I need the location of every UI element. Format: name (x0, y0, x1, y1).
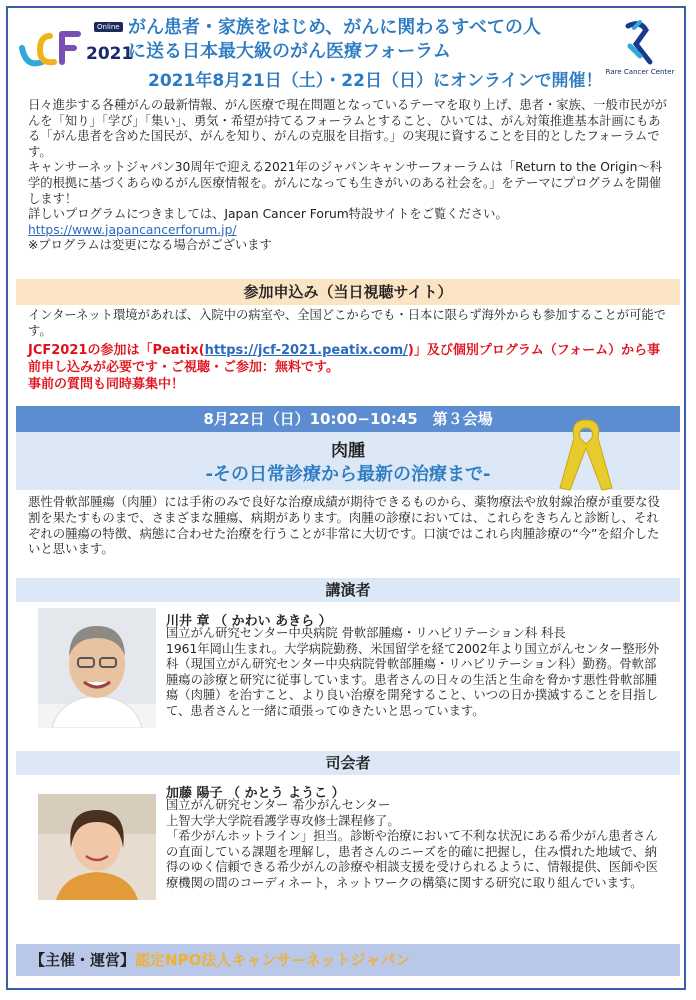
program-note: ※プログラムは変更になる場合がございます (28, 238, 272, 253)
speaker-photo (38, 608, 156, 728)
title-line-2: に送る日本最大級のがん医療フォーラム (128, 41, 451, 62)
intro-section (28, 98, 668, 254)
intro-paragraph-1: 日々進歩する各種がんの最新情報、がん医療で現在問題となっているテーマを取り上げ、患者・家族、一般市民ががんを「知り」「学び」「集い」、勇気・希望が持てるフォーラムとすること、ひいては、がん対策推進基本計画にもある「がん患者を含めた国民が、がんを知り、がんの克服を目指す。」の実現に資することを目的としたフォーラムです。 (28, 98, 667, 159)
peatix-link[interactable]: https://jcf-2021.peatix.com/ (204, 343, 408, 358)
moderator-name: 加藤 陽子 （ かとう ようこ ） (166, 786, 345, 801)
event-date: 2021年8月21日（土）・22日（日）にオンラインで開催！ (148, 71, 603, 91)
moderator-heading: 司会者 (16, 751, 680, 775)
moderator-photo (38, 794, 156, 900)
jcf-logo (16, 18, 134, 78)
speaker-bio: 国立がん研究センター中央病院 骨軟部腫瘍・リハビリテーション科 科長 1961年岡山生まれ。大学病院勤務、米国留学を経て2002年より国立がんセンター整形外科（現国立がん研究センター中央病院骨軟部腫瘍・リハビリテーション科）勤務。骨軟部腫瘍の診療と研究に従事しています。患者さんの日々の生活と生命を脅かす悪性骨軟部腫瘍（肉腫）を治すこと、より良い治療を開発すること、いつの日か撲滅することを目指して、患者さんと一緒に頑張ってゆきたいと思っています。 (166, 626, 660, 718)
intro-paragraph-2: キャンサーネットジャパン30周年で迎える2021年のジャパンキャンサーフォーラムは「Return to the Origin〜科学的根拠に基づくあらゆるがん医療情報を。がんになっても生きがいのある社会を。」をテーマにプログラムを開催します！ (28, 160, 662, 206)
registration-notice-pre: JCF2021の参加は「Peatix( (28, 343, 205, 358)
registration-notice (28, 342, 668, 393)
session-date-heading: 8月22日（日）10:00−10:45 第３会場 (16, 406, 680, 432)
session-subtitle: -その日常診療から最新の治療まで- (205, 464, 491, 485)
header (10, 10, 682, 90)
registration-notice-post: )」及び個別プログラム（フォーム）から事前申し込みが必要です・ご視聴・ご参加：無料です。 (28, 343, 661, 375)
moderator-bio: 国立がん研究センター 希少がんセンター 上智大学大学院看護学専攻修士課程修了。 「希少がんホットライン」担当。診断や治療において不利な状況にある希少がん患者さんの直面している課題を理解し，患者さんのニーズを的確に把握し，住み慣れた地域で、納得のゆく信頼できる希少がんの診療や相談支援を受けられるように、情報提供、医師や医療機関の間のコーディネート，ネットワークの構築に関する研究に取り組んでいます。 (166, 798, 658, 890)
page-title (128, 16, 608, 64)
footer-organizer (16, 944, 680, 976)
rare-cancer-center-logo (600, 16, 680, 84)
registration-heading: 参加申込み（当日視聴サイト） (16, 279, 680, 305)
intro-paragraph-3: 詳しいプログラムにつきましては、Japan Cancer Forum特設サイトをご覧ください。 (28, 207, 508, 222)
speaker-heading: 講演者 (16, 578, 680, 602)
footer-org-name: 認定NPO法人キャンサーネットジャパン (135, 951, 411, 969)
title-line-1: がん患者・家族をはじめ、がんに関わるすべての人 (128, 17, 541, 38)
registration-question-notice: 事前の質問も同時募集中！ (28, 377, 185, 392)
footer-label: 【主催・運営】 (30, 951, 136, 969)
logo-online-badge: Online (94, 22, 123, 32)
session-title: 肉腫 (331, 441, 365, 461)
speaker-name: 川井 章 （ かわい あきら ） (166, 614, 332, 629)
yellow-ribbon-icon (548, 414, 624, 492)
logo-year: 2021 (86, 44, 134, 64)
forum-site-link[interactable]: https://www.japancancerforum.jp/ (28, 222, 237, 237)
rare-logo-text: Rare Cancer Center (605, 68, 675, 76)
session-description: 悪性骨軟部腫瘍（肉腫）には手術のみで良好な治療成績が期待できるものから、薬物療法や放射線治療が重要な役割を果たすものまで、さまざまな腫瘍、病期があります。肉腫の診療においては、これらをきちんと診断し、それぞれの腫瘍の特徴、病態に合わせた治療を行うことが非常に大切です。口演ではこれら肉腫診療の“今”を紹介したいと思います。 (28, 494, 660, 557)
registration-text: インターネット環境があれば、入院中の病室や、全国どこからでも・日本に限らず海外からも参加することが可能です。 (28, 308, 666, 338)
